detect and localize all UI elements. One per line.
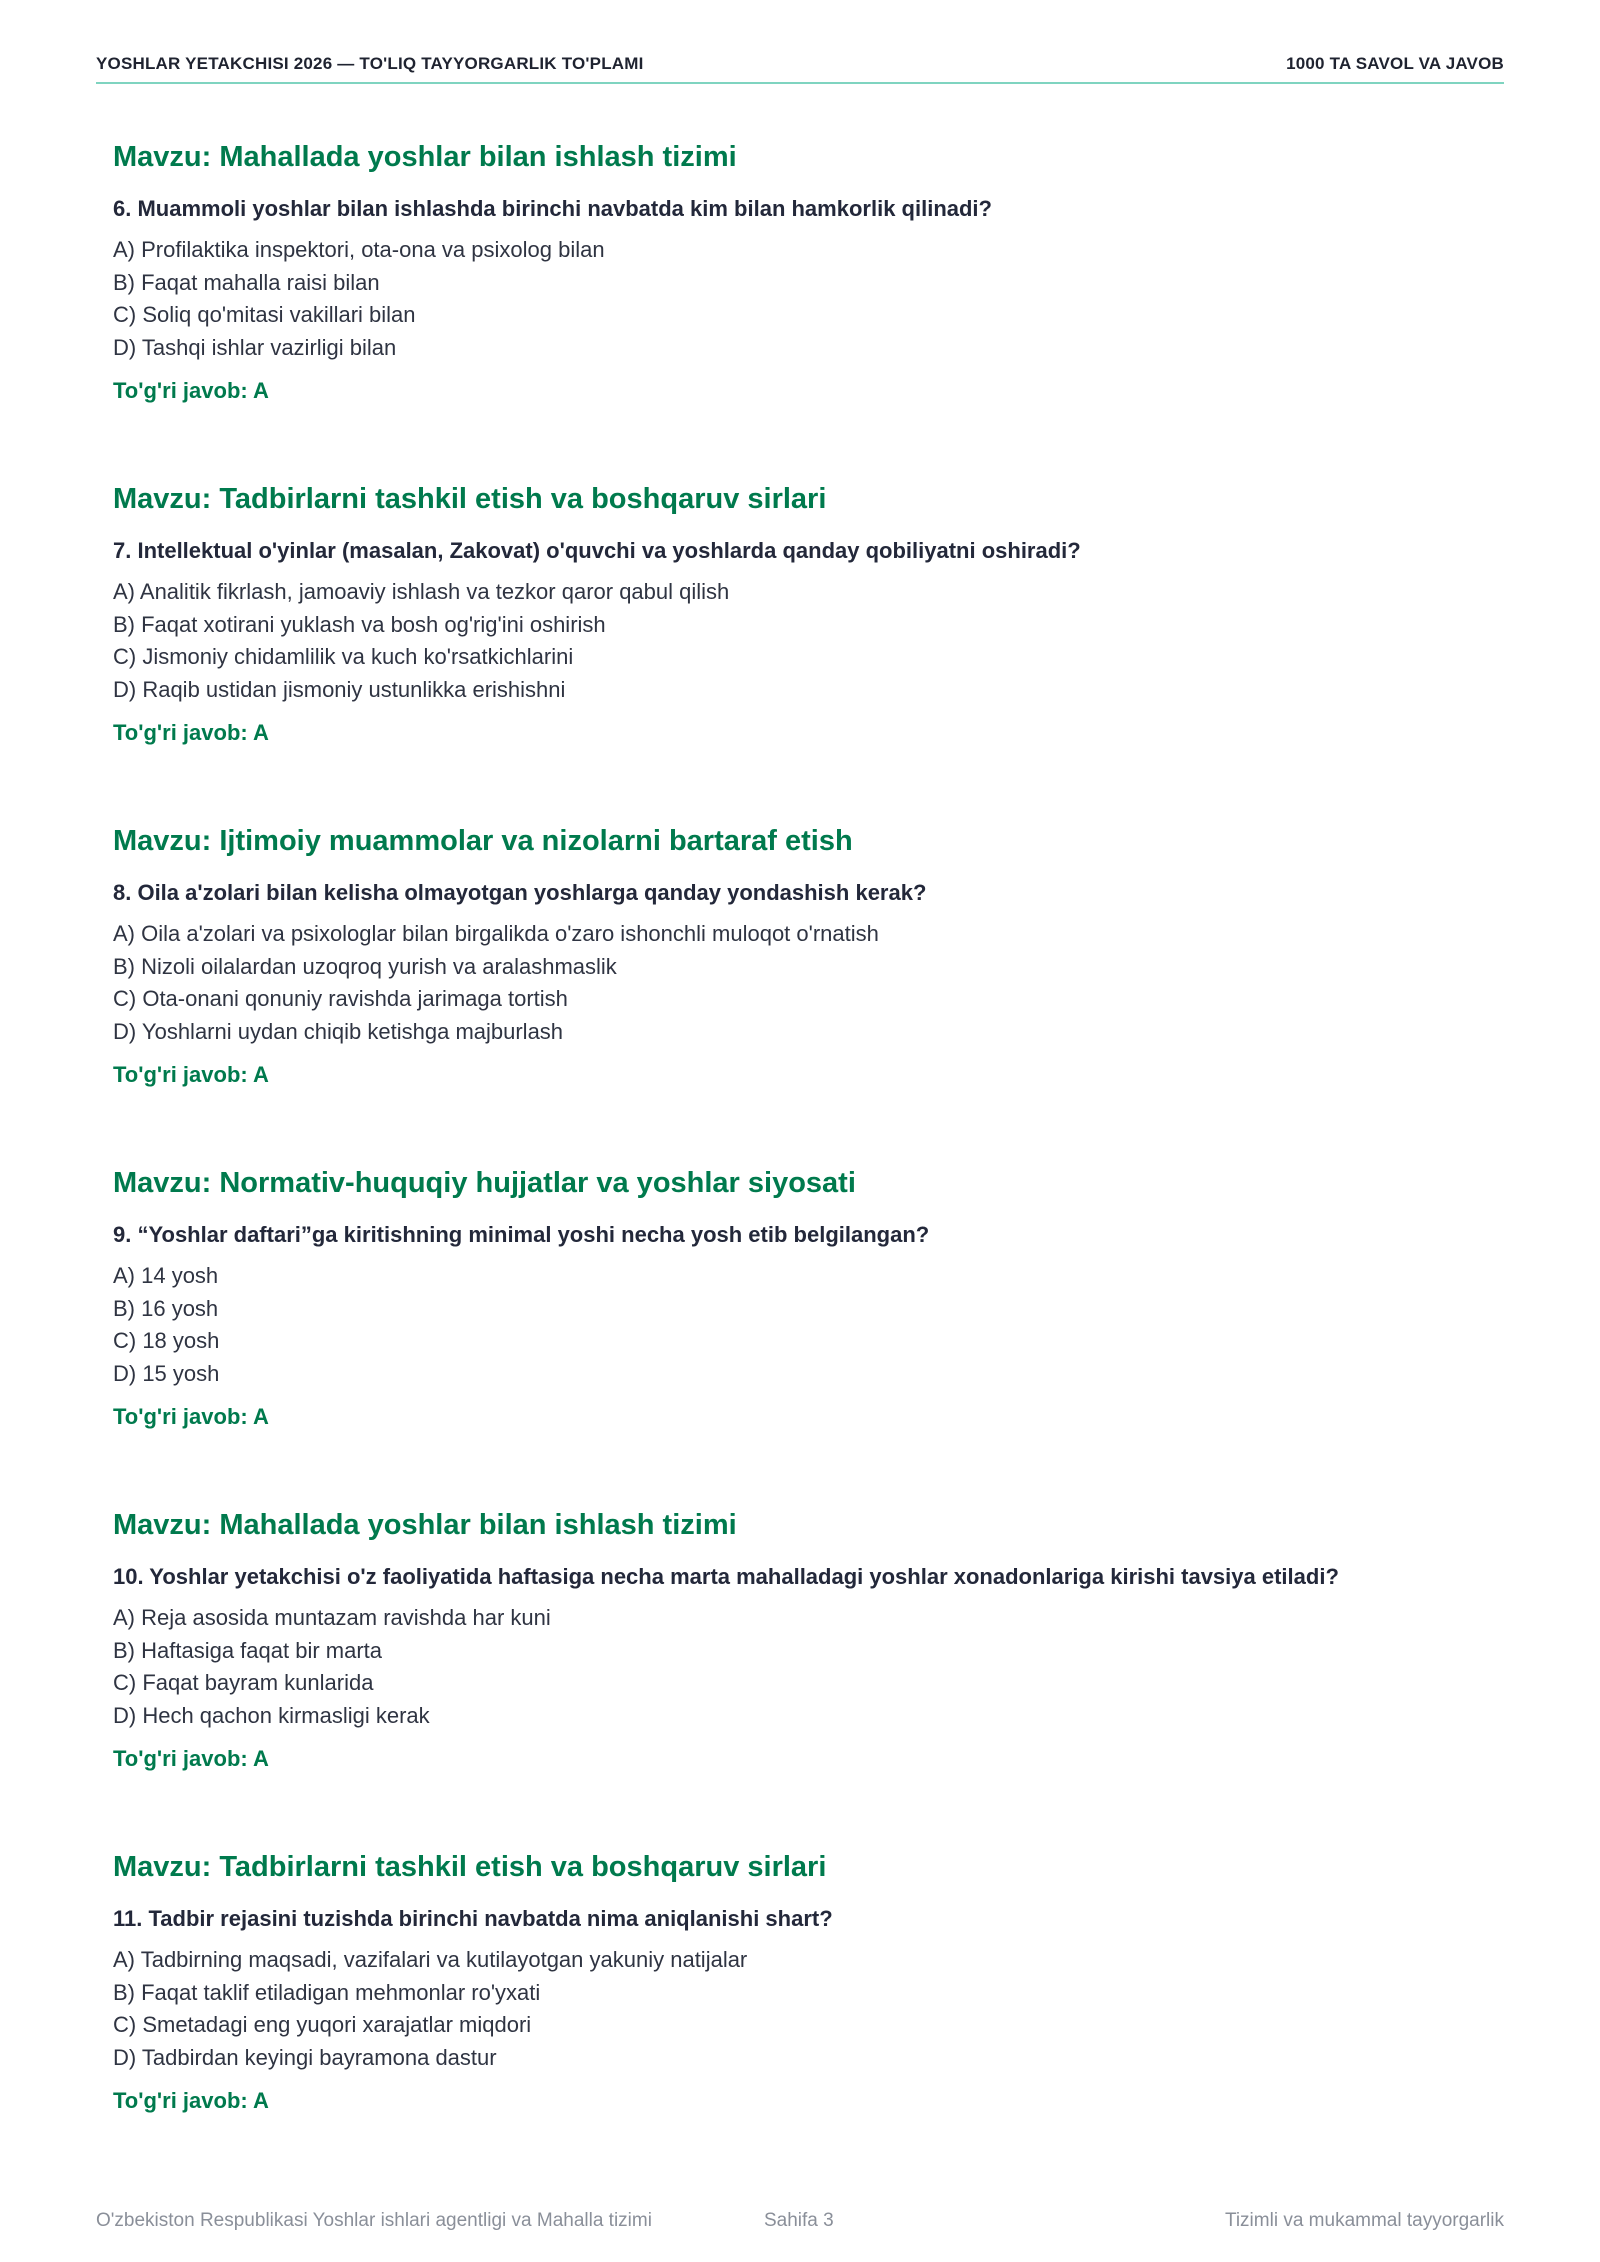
correct-answer: To'g'ri javob: A — [113, 720, 269, 745]
option-c: C) Smetadagi eng yuqori xarajatlar miqdori — [113, 2012, 532, 2037]
option-b: B) Nizoli oilalardan uzoqroq yurish va aralashmaslik — [113, 953, 617, 979]
option-d: D) 15 yosh — [113, 1360, 220, 1386]
topic-heading: Mavzu: Ijtimoiy muammolar va nizolarni bartaraf etish — [113, 825, 853, 857]
question-text: 7. Intellektual o'yinlar (masalan, Zakovat) o'quvchi va yoshlarda qanday qobiliyatni oshiradi? — [113, 538, 1081, 563]
option-b: B) Faqat xotirani yuklash va bosh og'rig'ini oshirish — [113, 611, 606, 637]
page-number: Sahifa 3 — [764, 2210, 834, 2231]
options-list — [113, 918, 1504, 1048]
option-d: D) Raqib ustidan jismoniy ustunlikka erishishni — [113, 676, 566, 702]
question-block — [113, 1164, 1504, 1506]
topic-heading: Mavzu: Mahallada yoshlar bilan ishlash tizimi — [113, 141, 737, 173]
header-right-title: 1000 TA SAVOL VA JAVOB — [1286, 54, 1504, 73]
topic-heading: Mavzu: Mahallada yoshlar bilan ishlash tizimi — [113, 1509, 737, 1541]
option-c: C) Jismoniy chidamlilik va kuch ko'rsatkichlarini — [113, 644, 574, 669]
options-list — [113, 576, 1504, 706]
question-block — [113, 138, 1504, 480]
option-c: C) Soliq qo'mitasi vakillari bilan — [113, 302, 416, 327]
question-text: 8. Oila a'zolari bilan kelisha olmayotgan yoshlarga qanday yondashish kerak? — [113, 880, 927, 905]
question-block — [113, 1506, 1504, 1848]
options-list — [113, 234, 1504, 364]
option-a: A) Analitik fikrlash, jamoaviy ishlash va tezkor qaror qabul qilish — [113, 579, 730, 604]
options-list — [113, 1944, 1504, 2074]
correct-answer: To'g'ri javob: A — [113, 1404, 269, 1429]
option-c: C) 18 yosh — [113, 1328, 220, 1353]
question-block — [113, 822, 1504, 1164]
option-d: D) Yoshlarni uydan chiqib ketishga majburlash — [113, 1018, 564, 1044]
option-d: D) Tadbirdan keyingi bayramona dastur — [113, 2044, 497, 2070]
correct-answer: To'g'ri javob: A — [113, 2088, 269, 2113]
topic-heading: Mavzu: Tadbirlarni tashkil etish va boshqaruv sirlari — [113, 1851, 827, 1883]
page-header — [96, 52, 1504, 84]
question-text: 9. “Yoshlar daftari”ga kiritishning minimal yoshi necha yosh etib belgilangan? — [113, 1222, 930, 1247]
correct-answer: To'g'ri javob: A — [113, 1746, 269, 1771]
option-a: A) 14 yosh — [113, 1263, 219, 1288]
question-block — [113, 480, 1504, 822]
option-b: B) Haftasiga faqat bir marta — [113, 1637, 383, 1663]
page-footer — [96, 2210, 1504, 2240]
option-b: B) Faqat mahalla raisi bilan — [113, 269, 380, 295]
option-d: D) Hech qachon kirmasligi kerak — [113, 1702, 430, 1728]
footer-organization: O'zbekiston Respublikasi Yoshlar ishlari agentligi va Mahalla tizimi — [96, 2210, 652, 2231]
correct-answer: To'g'ri javob: A — [113, 1062, 269, 1087]
option-b: B) Faqat taklif etiladigan mehmonlar ro'yxati — [113, 1979, 541, 2005]
question-text: 11. Tadbir rejasini tuzishda birinchi navbatda nima aniqlanishi shart? — [113, 1906, 833, 1931]
option-c: C) Ota-onani qonuniy ravishda jarimaga tortish — [113, 986, 568, 1011]
question-block — [113, 1848, 1504, 2190]
correct-answer: To'g'ri javob: A — [113, 378, 269, 403]
option-a: A) Tadbirning maqsadi, vazifalari va kutilayotgan yakuniy natijalar — [113, 1947, 748, 1972]
question-list — [113, 138, 1504, 2190]
topic-heading: Mavzu: Normativ-huquqiy hujjatlar va yoshlar siyosati — [113, 1167, 856, 1199]
option-d: D) Tashqi ishlar vazirligi bilan — [113, 334, 397, 360]
footer-tagline: Tizimli va mukammal tayyorgarlik — [1224, 2210, 1504, 2231]
question-text: 10. Yoshlar yetakchisi o'z faoliyatida haftasiga necha marta mahalladagi yoshlar xonadonlariga kirishi tavsiya etiladi? — [113, 1564, 1339, 1589]
option-b: B) 16 yosh — [113, 1295, 219, 1321]
option-a: A) Oila a'zolari va psixologlar bilan birgalikda o'zaro ishonchli muloqot o'rnatish — [113, 921, 879, 946]
header-left-title: YOSHLAR YETAKCHISI 2026 — TO'LIQ TAYYORGARLIK TO'PLAMI — [96, 54, 644, 73]
option-c: C) Faqat bayram kunlarida — [113, 1670, 374, 1695]
options-list — [113, 1260, 1504, 1390]
option-a: A) Profilaktika inspektori, ota-ona va psixolog bilan — [113, 237, 605, 262]
option-a: A) Reja asosida muntazam ravishda har kuni — [113, 1605, 551, 1630]
options-list — [113, 1602, 1504, 1732]
question-text: 6. Muammoli yoshlar bilan ishlashda birinchi navbatda kim bilan hamkorlik qilinadi? — [113, 196, 992, 221]
topic-heading: Mavzu: Tadbirlarni tashkil etish va boshqaruv sirlari — [113, 483, 827, 515]
